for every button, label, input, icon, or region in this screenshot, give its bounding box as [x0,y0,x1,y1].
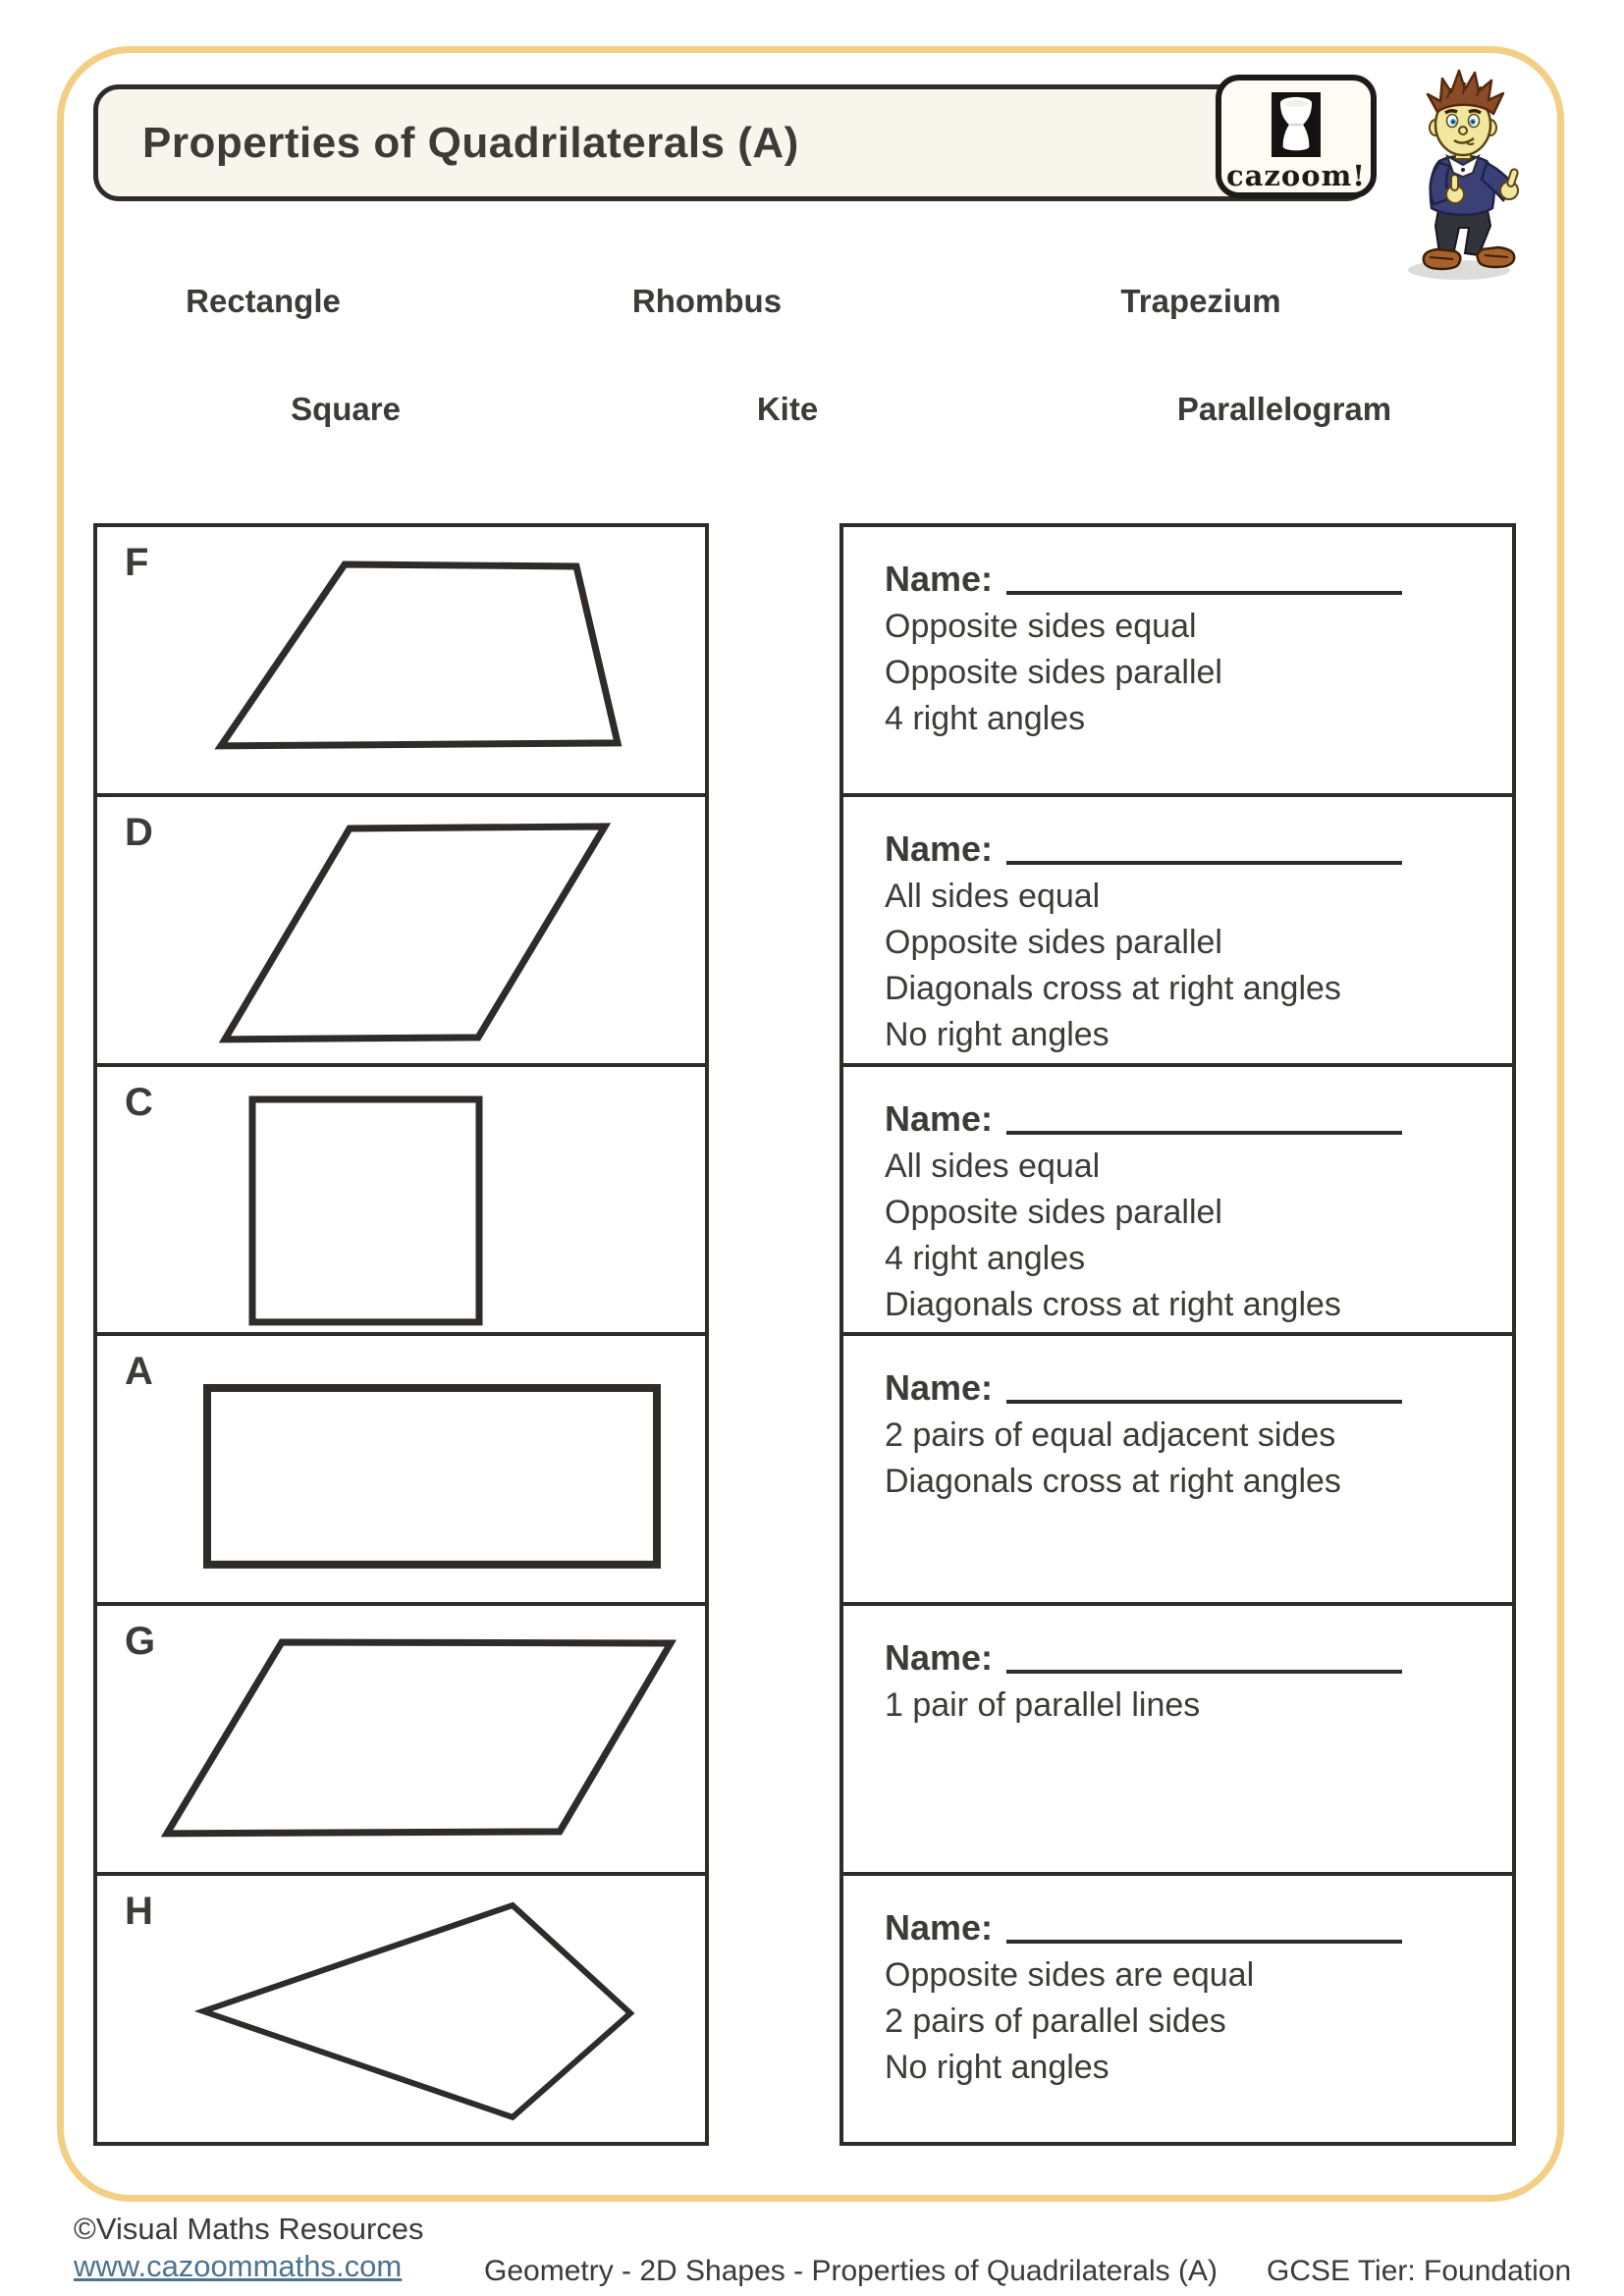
shape-letter: F [125,541,149,584]
properties-column [839,523,1516,2146]
name-label: Name: [885,1637,994,1679]
shape-cell-f [97,527,705,793]
word-bank-rectangle: Rectangle [186,283,341,319]
shape-cell-h [97,1872,705,2142]
name-label: Name: [885,1907,994,1949]
property-line: Opposite sides equal [885,608,1197,645]
props-cell-c [843,1063,1512,1333]
word-bank-rhombus: Rhombus [631,283,783,319]
property-line: Opposite sides parallel [885,923,1222,961]
property-line: No right angles [885,2049,1110,2087]
property-line: Opposite sides are equal [885,1956,1255,1995]
shape-cell-g [97,1602,705,1872]
cazoom-logo [1216,75,1377,198]
property-line: All sides equal [885,1147,1101,1185]
props-cell-f [843,527,1512,793]
property-line: 1 pair of parallel lines [885,1686,1201,1725]
page-title: Properties of Quadrilaterals (A) [142,118,799,167]
name-answer-blank[interactable] [1006,1936,1402,1944]
property-line: 2 pairs of equal adjacent sides [885,1416,1336,1455]
name-answer-blank[interactable] [1006,1396,1402,1404]
name-answer-blank[interactable] [1006,857,1402,865]
name-answer-blank[interactable] [1006,587,1402,595]
mascot-boy-illustration [1394,59,1532,285]
parallelogram-shape [97,1606,705,1872]
name-label: Name: [885,1367,994,1409]
property-line: 4 right angles [885,1239,1086,1277]
property-line: 2 pairs of parallel sides [885,2002,1226,2041]
square-shape [97,1067,705,1333]
cazoom-brand-text: cazoom! [1225,159,1367,192]
props-cell-a [843,1332,1512,1602]
shape-letter: G [125,1620,156,1664]
footer-breadcrumb: Geometry - 2D Shapes - Properties of Quadrilaterals (A) [484,2255,1218,2287]
name-label: Name: [885,828,994,869]
props-cell-g [843,1602,1512,1872]
props-cell-d [843,793,1512,1063]
website-link[interactable]: www.cazoommaths.com [74,2249,403,2283]
property-line: Diagonals cross at right angles [885,1463,1341,1501]
shape-letter: C [125,1080,153,1124]
footer-attribution [74,2211,424,2285]
name-label: Name: [885,559,994,599]
footer-tier: GCSE Tier: Foundation [1267,2255,1572,2287]
word-bank-trapezium: Trapezium [1120,283,1281,319]
word-bank-square: Square [291,391,401,427]
property-line: Diagonals cross at right angles [885,969,1341,1007]
name-answer-blank[interactable] [1006,1666,1402,1674]
shape-letter: A [125,1350,153,1394]
word-bank-kite: Kite [756,391,819,427]
worksheet-header [93,84,1372,201]
property-line: Opposite sides parallel [885,1193,1222,1231]
trapezium-shape [97,527,705,793]
rhombus-shape [97,797,705,1063]
shape-cell-a [97,1332,705,1602]
props-cell-h [843,1872,1512,2142]
shape-letter: H [125,1890,153,1934]
shape-cell-d [97,793,705,1063]
rectangle-shape [97,1336,705,1602]
shape-letter: D [125,810,153,854]
property-line: All sides equal [885,877,1101,915]
kite-shape [97,1876,705,2142]
property-line: Opposite sides parallel [885,654,1222,691]
name-label: Name: [885,1097,994,1139]
copyright-text: ©Visual Maths Resources [74,2212,424,2246]
shapes-column [93,523,709,2146]
name-answer-blank[interactable] [1006,1127,1402,1135]
word-bank-parallelogram: Parallelogram [1176,391,1392,427]
property-line: 4 right angles [885,700,1086,737]
shape-cell-c [97,1063,705,1333]
property-line: No right angles [885,1015,1110,1053]
property-line: Diagonals cross at right angles [885,1285,1341,1323]
cazoom-drum-icon [1269,92,1324,157]
